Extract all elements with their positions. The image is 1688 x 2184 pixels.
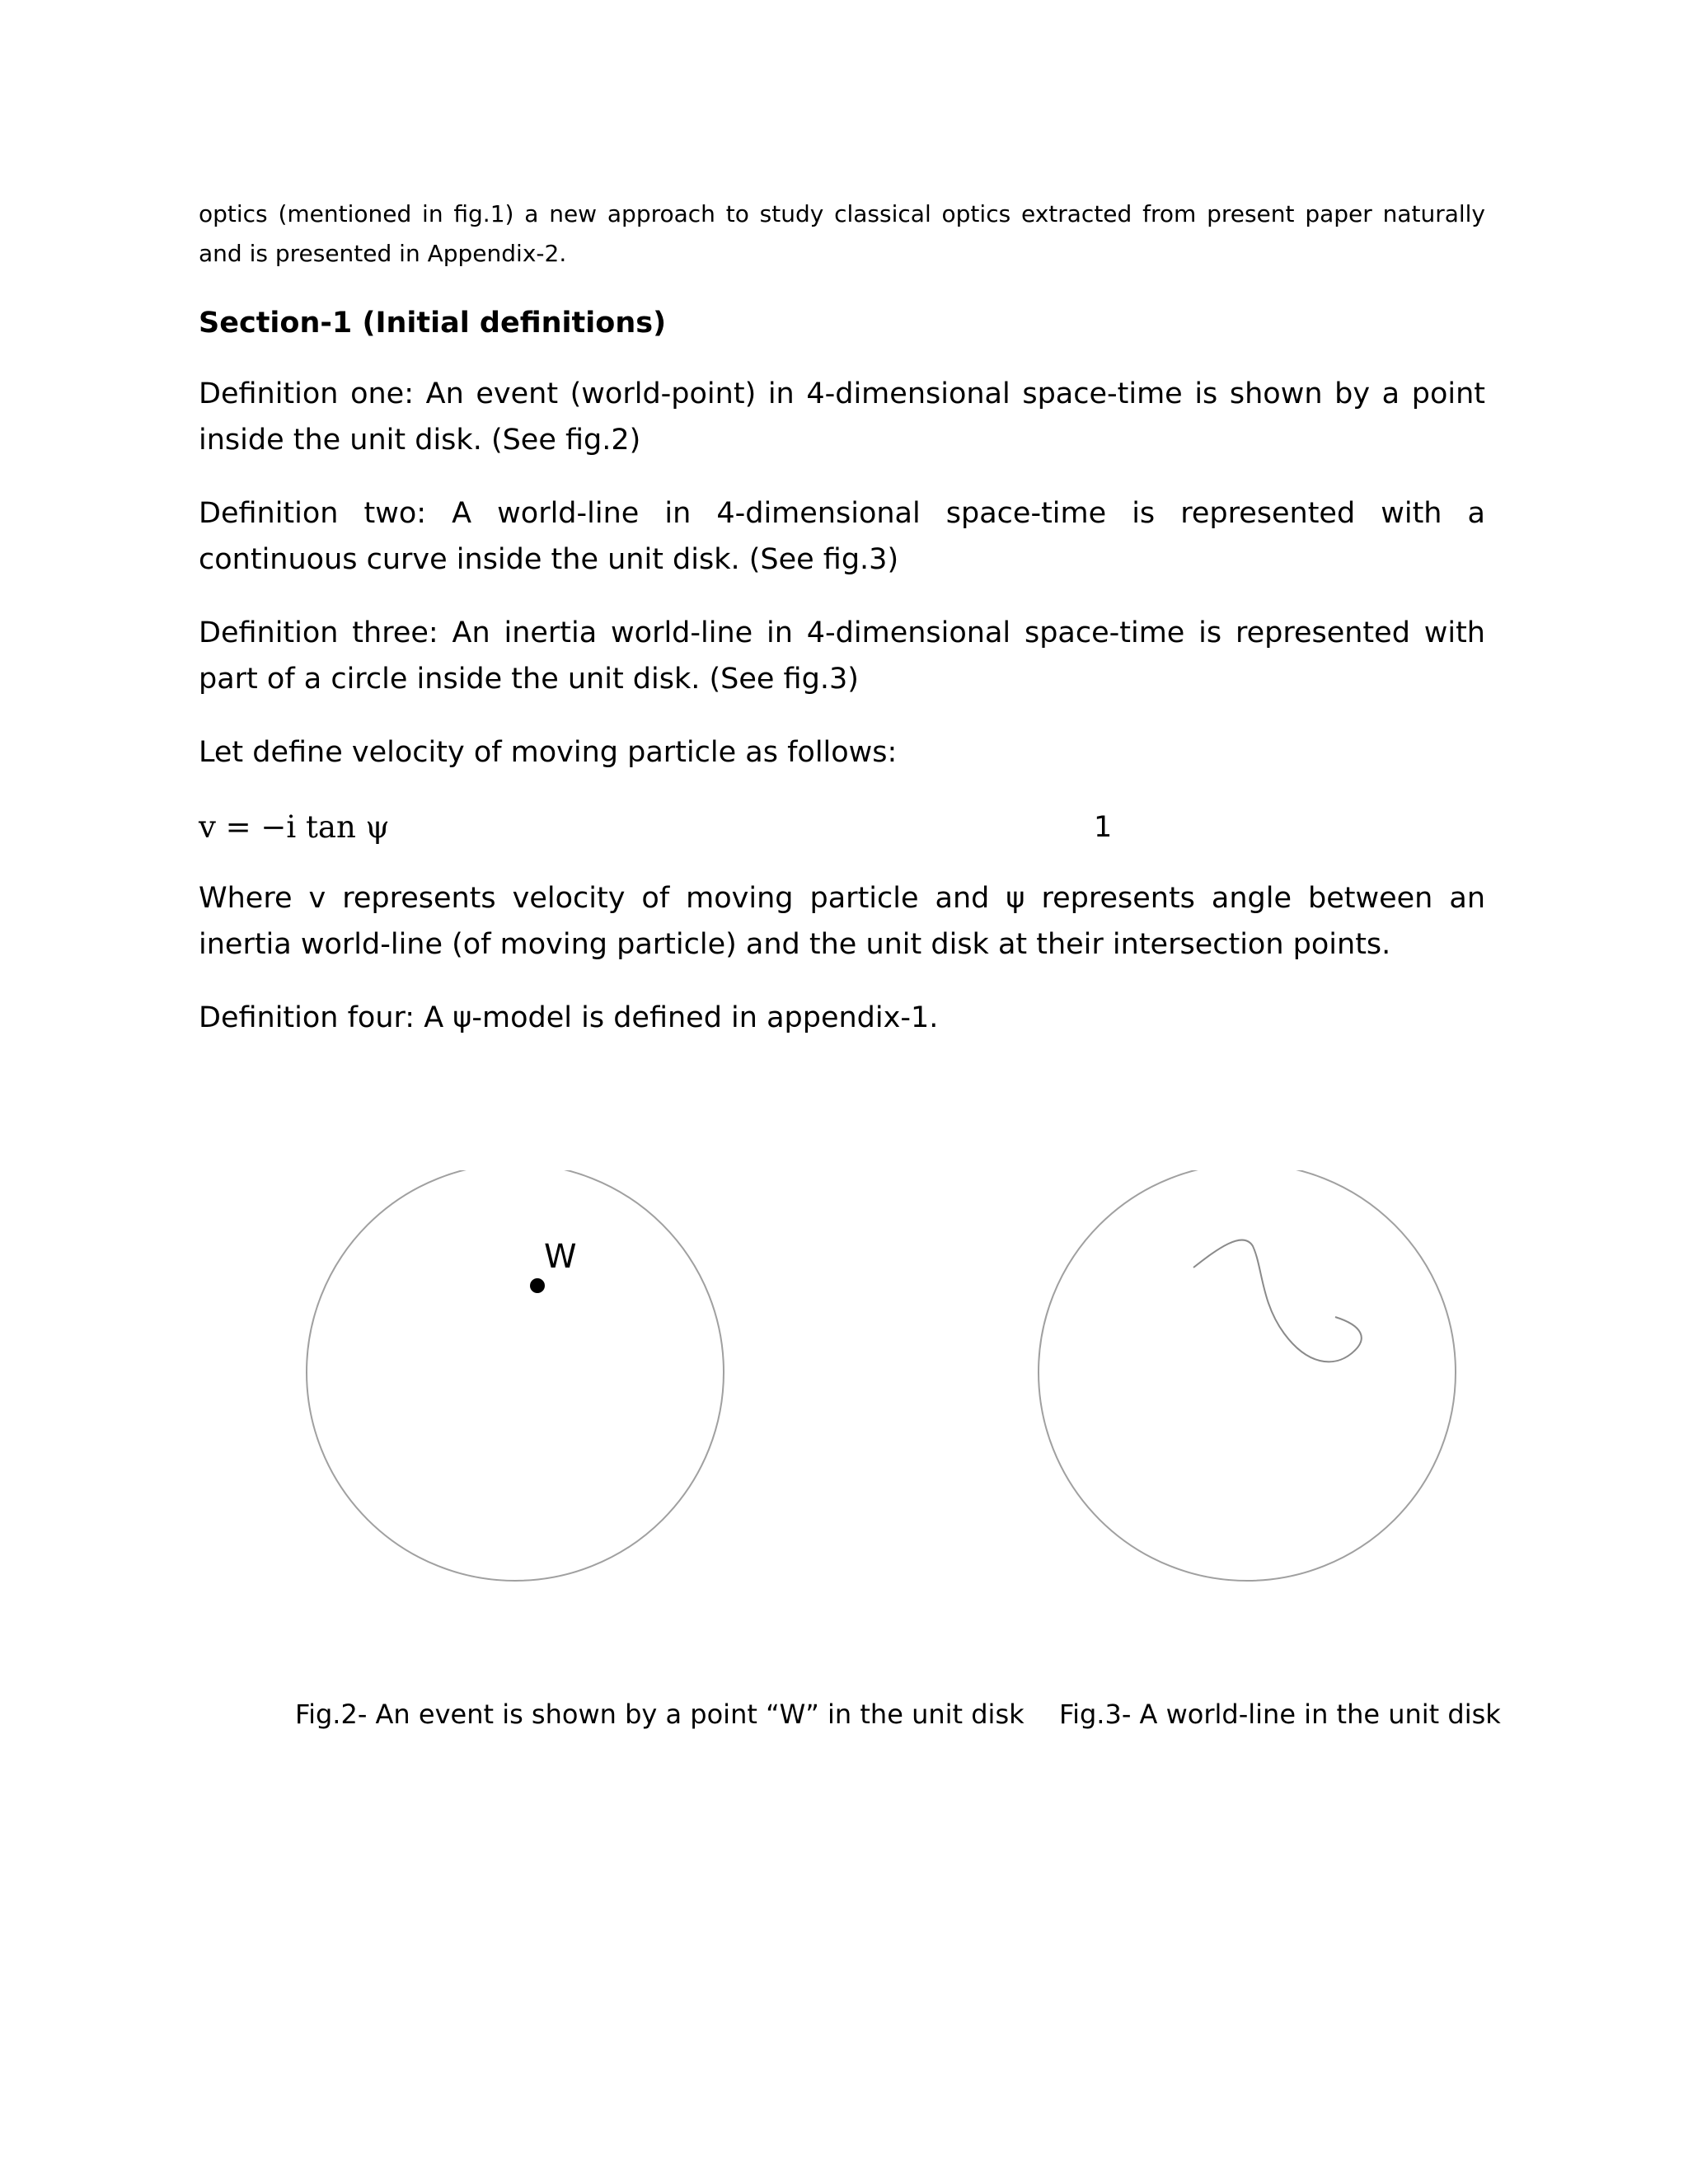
definition-two: Definition two: A world-line in 4-dimensional space-time is represented with a continuous curve inside the unit disk. (See fig.3) xyxy=(199,497,1485,576)
world-line-curve xyxy=(1193,1240,1362,1362)
figure-3 xyxy=(1029,1170,1465,1599)
figure-2-caption: Fig.2- An event is shown by a point “W” in the unit disk xyxy=(295,1699,1025,1730)
figure-2 xyxy=(297,1170,734,1599)
definition-one: Definition one: An event (world-point) in 4-dimensional space-time is shown by a point inside the unit disk. (See fig.2) xyxy=(199,377,1485,457)
unit-disk xyxy=(307,1170,724,1581)
figure-3-caption: Fig.3- A world-line in the unit disk xyxy=(1059,1699,1501,1730)
explanation-paragraph: Where v represents velocity of moving particle and ψ represents angle between an inertia world-line (of moving particle) and the unit disk at their intersection points. xyxy=(199,882,1485,961)
definition-four: Definition four: A ψ-model is defined in appendix-1. xyxy=(199,1001,939,1034)
equation-number: 1 xyxy=(1094,811,1113,844)
section-heading: Section-1 (Initial definitions) xyxy=(199,307,667,340)
unit-disk xyxy=(1039,1170,1456,1581)
intro-paragraph: optics (mentioned in fig.1) a new approach to study classical optics extracted from present paper naturally and is presented in Appendix-2. xyxy=(199,200,1485,267)
figure-2-diagram xyxy=(297,1170,734,1599)
figure-3-diagram xyxy=(1029,1170,1465,1599)
event-point-label: W xyxy=(544,1238,577,1276)
velocity-equation: v = −i tan ψ xyxy=(199,809,390,845)
velocity-intro: Let define velocity of moving particle as follows: xyxy=(199,736,898,769)
definition-three: Definition three: An inertia world-line in 4-dimensional space-time is represented with part of a circle inside the unit disk. (See fig.3) xyxy=(199,616,1485,696)
event-point xyxy=(530,1278,545,1293)
